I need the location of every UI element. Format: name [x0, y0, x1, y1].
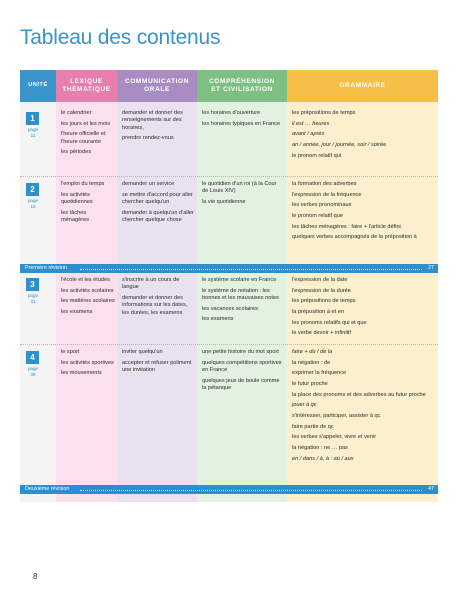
cell-lexique: le calendrier les jours et les mois l'heure officielle et l'heure courante les périodes: [61, 110, 111, 156]
revision-label: Deuxième révision: [25, 486, 70, 492]
revision-page: 27: [428, 265, 434, 271]
page-title: Tableau des contenus: [20, 26, 221, 49]
revision-page: 47: [428, 486, 434, 492]
cell-comprehension: le quotidien d'un roi (à la Cour de Louis XIV) la vie quotidienne: [202, 181, 277, 206]
cell-grammaire: la formation des adverbes l'expression de la fréquence les verbes pronominaux le pronom relatif que les tâches ménagères : faire + l'article défini quelques verbes accompagnés de la préposition à: [292, 181, 417, 241]
row-divider: [20, 176, 438, 177]
cell-grammaire: les prépositions de temps il est … heures avant / après an / année, jour / journée, soir / soirée le pronom relatif qui: [292, 110, 387, 159]
cell-grammaire: l'expression de la date l'expression de la durée les prépositions de temps la préposition à et en les pronoms relatifs qui et que le verbe devoir + infinitif: [292, 277, 367, 337]
revision-label: Première révision: [25, 265, 67, 271]
revision-bar: [20, 485, 438, 494]
revision-leader: [80, 490, 422, 491]
unit-page: page 19: [27, 198, 39, 209]
page-number: 8: [33, 572, 38, 581]
row-divider: [20, 344, 438, 345]
unit-number: 1: [26, 112, 39, 125]
header-grammaire: GRAMMAIRE: [287, 70, 438, 102]
unit-number: 3: [26, 278, 39, 291]
cell-comprehension: le système scolaire en France le système de notation : les bonnes et les mauvaises notes les vacances scolaires les examens: [202, 277, 279, 323]
cell-grammaire: faire + du / de la la négation : de exprimer la fréquence le futur proche la place des pronoms et des adverbes au futur proche jouer à qc s'intéresser, participer, assister à qc faire partie de qc les verbes s'appeler, vivre et venir la négation : ne … pas en / dans / à, à : au / aux: [292, 349, 426, 462]
cell-communication: s'inscrire à un cours de langue demander et donner des informations sur les dates, les durées, les examens: [122, 277, 188, 316]
cell-communication: demander un service se mettre d'accord pour aller chercher quelqu'un demander à quelqu'un d'aller chercher quelque chose: [122, 181, 194, 224]
unit-number: 4: [26, 351, 39, 364]
cell-lexique: l'emploi du temps les activités quotidiennes les tâches ménagères: [61, 181, 105, 224]
cell-communication: demander et donner des renseignements sur des horaires, prendre rendez-vous: [122, 110, 183, 142]
revision-bar: [20, 264, 438, 273]
cell-lexique: le sport les activités sportives les mouvements: [61, 349, 114, 377]
cell-communication: inviter quelqu'un accepter et refuser poliment une invitation: [122, 349, 192, 374]
unit-page: page 39: [27, 366, 39, 377]
cell-comprehension: les horaires d'ouverture les horaires typiques en France: [202, 110, 281, 127]
header-comprehension: COMPRÉHENSION ET CIVILISATION: [197, 70, 287, 102]
unit-page: page 11: [27, 127, 39, 138]
unit-number: 2: [26, 183, 39, 196]
contents-table: [20, 70, 438, 502]
header-unite: UNITÉ: [20, 70, 56, 102]
header-lexique: LEXIQUE THÉMATIQUE: [56, 70, 117, 102]
unit-page: page 31: [27, 293, 39, 304]
cell-lexique: l'école et les études les activités scolaires les matières scolaires les examens: [61, 277, 115, 316]
header-communication: COMMUNICATION ORALE: [117, 70, 197, 102]
cell-comprehension: une petite histoire du mot sport quelques compétitions sportives en France quelques jeux de boule comme la pétanque: [202, 349, 282, 392]
revision-leader: [80, 269, 422, 270]
